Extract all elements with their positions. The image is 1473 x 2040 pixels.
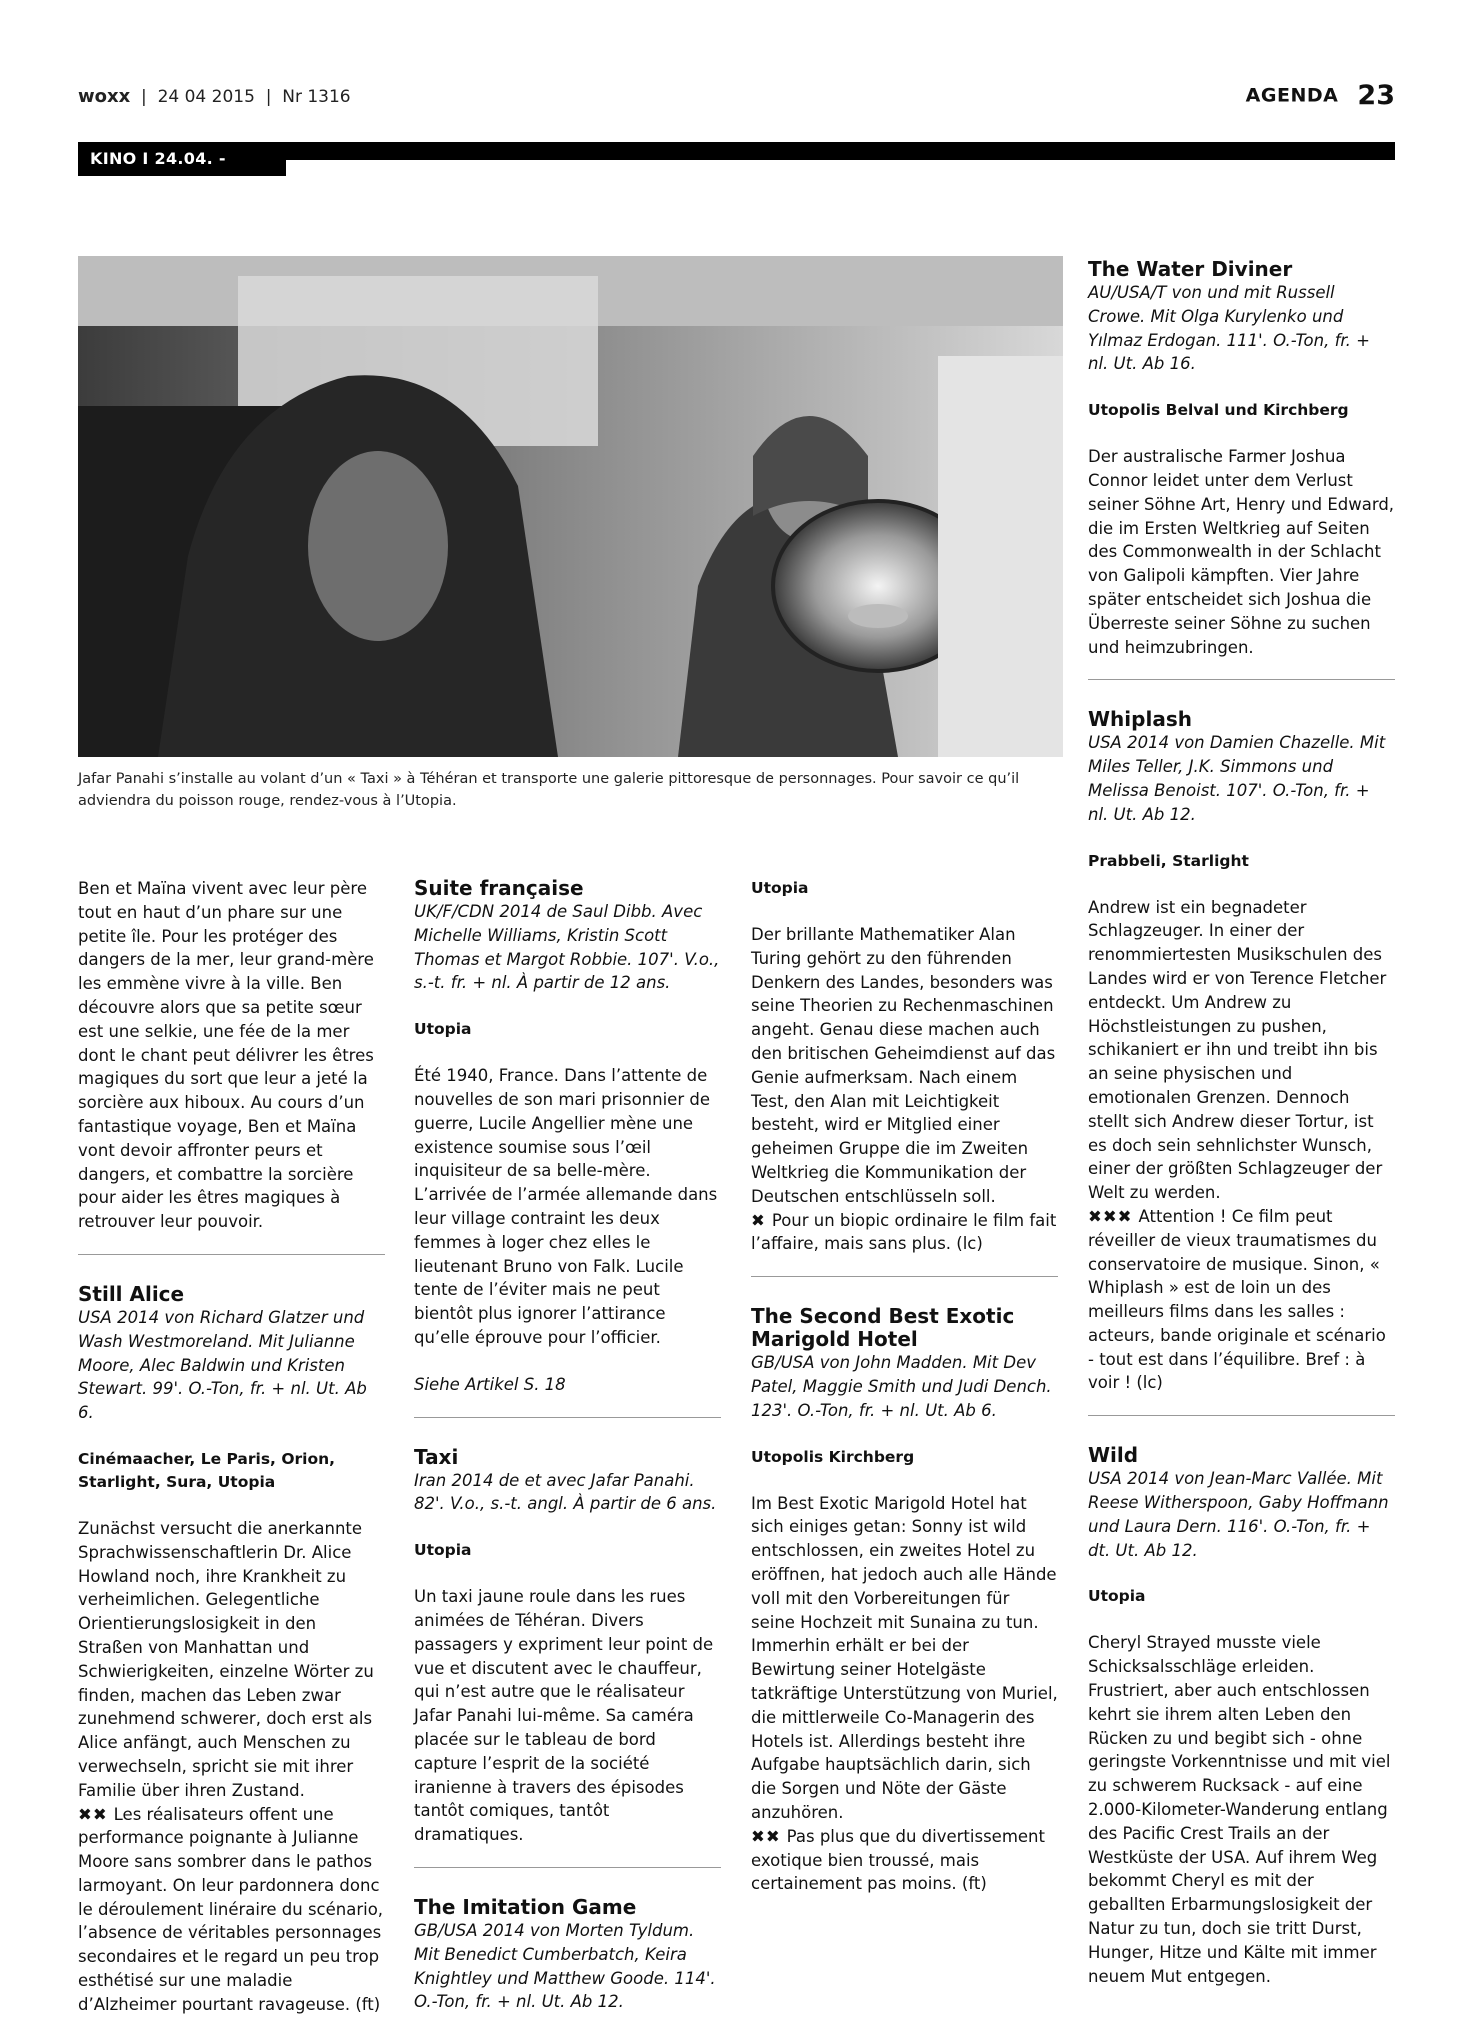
column-1 bbox=[78, 877, 385, 2017]
film-venues: Utopia bbox=[1088, 1587, 1146, 1606]
rating-icon: ✖ bbox=[751, 1210, 766, 1230]
issue-date: 24 04 2015 bbox=[157, 87, 255, 107]
film-title: The Water Diviner bbox=[1088, 257, 1293, 281]
film-synopsis: Der australische Farmer Joshua Connor leidet unter dem Verlust seiner Söhne Art, Henry und Edward, die im Ersten Weltkrieg auf Seiten des Commonwealth in der Schlacht von Galipoli kämpften. Vier Jahre später entscheidet sich Joshua die Überreste seiner Söhne zu suchen und heimzubringen. bbox=[1088, 447, 1395, 657]
film-title: Still Alice bbox=[78, 1281, 185, 1306]
intro-paragraph: Ben et Maïna vivent avec leur père tout en haut d’un phare sur une petite île. Pour les protéger des dangers de la mer, leur grand-mère les emmène vivre à la ville. Ben découvre alors que sa petite sœur est une selkie, une fée de la mer dont le chant peut délivrer les êtres magiques du sort que leur a jeté la sorcière aux hiboux. Au cours d’un fantastique voyage, Ben et Maïna vont devoir affronter peurs et dangers, et combattre la sorcière pour aider les êtres magiques à retrouver leur pouvoir. bbox=[78, 879, 374, 1232]
film-venues: Prabbeli, Starlight bbox=[1088, 851, 1249, 870]
column-3 bbox=[751, 877, 1058, 1896]
film-review bbox=[751, 1825, 1058, 1896]
film-still-photo bbox=[78, 256, 1063, 757]
film-venues: Utopia bbox=[414, 1020, 472, 1039]
review-text: Attention ! Ce film peut réveiller de vieux traumatismes du conservatoire de musique. Sinon, « Whiplash » est de loin un des meilleurs films dans les salles : acteurs, bande originale et scénario - tout est dans l’équilibre. Bref : à voir ! (lc) bbox=[1088, 1206, 1386, 1393]
rating-icon: ✖✖ bbox=[78, 1804, 108, 1824]
film-title: Suite française bbox=[414, 876, 584, 900]
film-venues: Utopia bbox=[414, 1541, 472, 1560]
issue-number: Nr 1316 bbox=[282, 87, 351, 107]
film-synopsis: Cheryl Strayed musste viele Schicksalsschläge erleiden. Frustriert, aber auch entschlossen kehrt sie ihrem alten Leben den Rücken zu und begibt sich - ohne geringste Vorkenntnisse und mit viel zu schwerem Rucksack - auf eine 2.000-Kilometer-Wanderung entlang des Pacific Crest Trails an der Westküste der USA. Auf ihrem Weg bekommt Cheryl es mit der geballten Erbarmungslosigkeit der Natur zu tun, doch sie tritt Durst, Hunger, Hitze und Kälte mit immer neuem Mut entgegen. bbox=[1088, 1633, 1391, 1986]
article-reference: Siehe Artikel S. 18 bbox=[414, 1374, 566, 1394]
section-title: AGENDA bbox=[1245, 84, 1339, 107]
rating-icon: ✖✖ bbox=[751, 1826, 781, 1846]
divider bbox=[414, 1417, 721, 1418]
film-meta: Iran 2014 de et avec Jafar Panahi. 82'. V.o., s.-t. angl. À partir de 6 ans. bbox=[414, 1470, 717, 1514]
film-title: Wild bbox=[1088, 1443, 1139, 1468]
divider bbox=[751, 1276, 1058, 1277]
divider bbox=[1088, 1415, 1395, 1416]
column-2 bbox=[414, 877, 721, 2014]
review-text: Les réalisateurs offent une performance poignante à Julianne Moore sans sombrer dans le pathos larmoyant. On leur pardonnera donc le déroulement linéraire du scénario, l’absence de véritables personnages secondaires et le regard un peu trop esthétisé sur une maladie d’Alzheimer pourtant ravageuse. (ft) bbox=[78, 1804, 384, 2014]
film-title: The Imitation Game bbox=[414, 1894, 637, 1919]
film-title: Whiplash bbox=[1088, 707, 1192, 732]
film-venues: Utopia bbox=[751, 879, 809, 897]
page-number: 23 bbox=[1357, 80, 1395, 111]
divider bbox=[414, 1867, 721, 1868]
film-meta: GB/USA 2014 von Morten Tyldum. Mit Benedict Cumberbatch, Keira Knightley und Matthew Goode. 114'. O.-Ton, fr. + nl. Ut. Ab 12. bbox=[414, 1920, 716, 2012]
film-review bbox=[751, 1209, 1058, 1257]
divider bbox=[78, 1254, 385, 1255]
film-meta: UK/F/CDN 2014 de Saul Dibb. Avec Michelle Williams, Kristin Scott Thomas et Margot Robbie. 107'. V.o., s.-t. fr. + nl. À partir de 12 ans. bbox=[414, 902, 720, 993]
divider bbox=[1088, 679, 1395, 680]
film-meta: AU/USA/T von und mit Russell Crowe. Mit Olga Kurylenko und Yılmaz Erdogan. 111'. O.-Ton, fr. + nl. Ut. Ab 16. bbox=[1088, 283, 1370, 374]
film-synopsis: Im Best Exotic Marigold Hotel hat sich einiges getan: Sonny ist wild entschlossen, ein zweites Hotel zu eröffnen, hat jedoch auch alle Hände voll mit den Vorbereitungen für seine Hochzeit mit Sunaina zu tun. Immerhin erhält er bei der Bewirtung seiner Hotelgäste tatkräftige Unterstützung von Muriel, die mittlerweile Co-Managerin des Hotels ist. Allerdings besteht ihre Aufgabe hauptsächlich darin, sich die Sorgen und Nöte der Gäste anzuhören. bbox=[751, 1493, 1058, 1822]
page-header-left: woxx | 24 04 2015 | Nr 1316 bbox=[78, 86, 351, 107]
review-text: Pour un biopic ordinaire le film fait l’affaire, mais sans plus. (lc) bbox=[751, 1210, 1057, 1254]
film-meta: USA 2014 von Damien Chazelle. Mit Miles Teller, J.K. Simmons und Melissa Benoist. 107'. O.-Ton, fr. + nl. Ut. Ab 12. bbox=[1088, 733, 1386, 824]
film-synopsis: Zunächst versucht die anerkannte Sprachwissenschaftlerin Dr. Alice Howland noch, ihre Krankheit zu verheimlichen. Gelegentliche Orientierungslosigkeit in den Straßen von Manhattan und Schwierigkeiten, einzelne Wörter zu finden, machen das Leben zwar zunehmend schwerer, doch erst als Alice anfängt, auch Menschen zu verwechseln, spricht sie mit ihrer Familie über ihren Zustand. bbox=[78, 1518, 374, 1800]
rating-icon: ✖✖✖ bbox=[1088, 1206, 1133, 1226]
film-venues: Utopolis Belval und Kirchberg bbox=[1088, 401, 1349, 420]
kino-tab: KINO I 24.04. - 28.04. bbox=[78, 142, 286, 176]
film-meta: USA 2014 von Richard Glatzer und Wash Westmoreland. Mit Julianne Moore, Alec Baldwin und Kristen Stewart. 99'. O.-Ton, fr. + nl. Ut. Ab 6. bbox=[78, 1307, 367, 1423]
film-title: Taxi bbox=[414, 1444, 459, 1469]
page-header-right bbox=[1246, 80, 1395, 111]
film-review bbox=[78, 1803, 385, 2017]
film-meta: GB/USA von John Madden. Mit Dev Patel, Maggie Smith und Judi Dench. 123'. O.-Ton, fr. + nl. Ut. Ab 6. bbox=[751, 1353, 1052, 1420]
film-synopsis: Der brillante Mathematiker Alan Turing gehört zu den führenden Denkern des Landes, besonders was seine Theorien zu Rechenmaschinen angeht. Genau diese machen auch den britischen Geheimdienst auf das Genie aufmerksam. Nach einem Test, den Alan mit Leichtigkeit besteht, wird er Mitglied einer geheimen Gruppe die im Zweiten Weltkrieg die Kommunikation der Deutschen entschlüsseln soll. bbox=[751, 925, 1056, 1206]
film-synopsis: Andrew ist ein begnadeter Schlagzeuger. In einer der renommiertesten Musikschulen des Landes wird er von Terence Fletcher entdeckt. Um Andrew zu Höchstleistungen zu pushen, schikaniert er ihn und treibt ihn bis an seine physischen und emotionalen Grenzen. Dennoch stellt sich Andrew dieser Tortur, ist es doch sein sehnlichster Wunsch, einer der größten Schlagzeuger der Welt zu werden. bbox=[1088, 897, 1387, 1203]
film-meta: USA 2014 von Jean-Marc Vallée. Mit Reese Witherspoon, Gaby Hoffmann und Laura Dern. 116'. O.-Ton, fr. + dt. Ut. Ab 12. bbox=[1088, 1469, 1389, 1560]
film-review bbox=[1088, 1205, 1395, 1395]
film-synopsis: Été 1940, France. Dans l’attente de nouvelles de son mari prisonnier de guerre, Lucile Angellier mène une existence soumise sous l’œil inquisiteur de sa belle-mère. L’arrivée de l’armée allemande dans leur village contraint les deux femmes à loger chez elles le lieutenant Bruno von Falk. Lucile tente de l’éviter mais ne peut bientôt plus ignorer l’attirance qu’elle éprouve pour l’officier. bbox=[414, 1066, 718, 1347]
brand-logo: woxx bbox=[78, 86, 131, 107]
column-4 bbox=[1088, 258, 1395, 1988]
film-venues: Utopolis Kirchberg bbox=[751, 1447, 915, 1466]
film-venues: Cinémaacher, Le Paris, Orion, Starlight, Sura, Utopia bbox=[78, 1449, 336, 1491]
photo-caption: Jafar Panahi s’installe au volant d’un « Taxi » à Téhéran et transporte une galerie pittoresque de personnages. Pour savoir ce qu’il adviendra du poisson rouge, rendez-vous à l’Utopia. bbox=[78, 771, 1020, 809]
film-title: The Second Best Exotic Marigold Hotel bbox=[751, 1304, 1015, 1352]
review-text: Pas plus que du divertissement exotique bien troussé, mais certainement pas moins. (ft) bbox=[751, 1826, 1045, 1894]
film-synopsis: Un taxi jaune roule dans les rues animées de Téhéran. Divers passagers y expriment leur point de vue et discutent avec le chauffeur, qui n’est autre que le réalisateur Jafar Panahi lui-même. Sa caméra placée sur le tableau de bord capture l’esprit de la société iranienne à travers des épisodes tantôt comiques, tantôt dramatiques. bbox=[414, 1587, 714, 1845]
